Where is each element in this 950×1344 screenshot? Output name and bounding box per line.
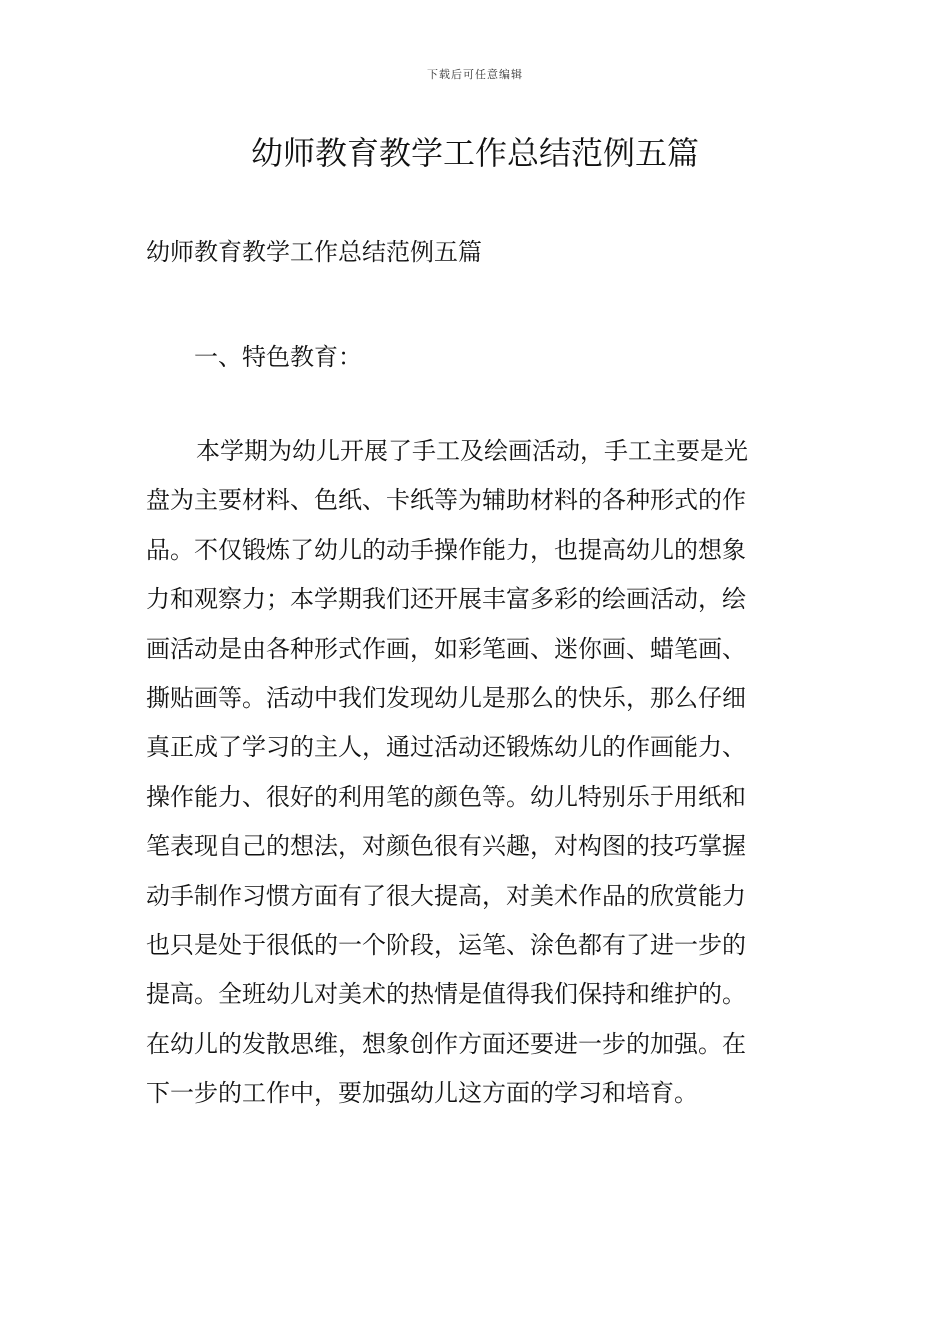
paragraph-line: 下一步的工作中，要加强幼儿这方面的学习和培育。 (146, 1079, 698, 1108)
paragraph-line: 操作能力、很好的利用笔的颜色等。幼儿特别乐于用纸和 (146, 782, 746, 811)
body-paragraph (146, 427, 810, 1119)
document-subtitle: 幼师教育教学工作总结范例五篇 (146, 238, 482, 266)
header-note: 下载后可任意编辑 (427, 68, 523, 81)
section-heading: 一、特色教育： (194, 343, 362, 371)
document-title: 幼师教育教学工作总结范例五篇 (250, 134, 699, 172)
paragraph-line: 力和观察力；本学期我们还开展丰富多彩的绘画活动，绘 (146, 585, 746, 614)
paragraph-line: 本学期为幼儿开展了手工及绘画活动，手工主要是光 (196, 437, 748, 465)
paragraph-line: 在幼儿的发散思维，想象创作方面还要进一步的加强。在 (146, 1029, 746, 1058)
paragraph-line: 笔表现自己的想法，对颜色很有兴趣，对构图的技巧掌握 (146, 832, 746, 861)
paragraph-line: 盘为主要材料、色纸、卡纸等为辅助材料的各种形式的作 (146, 486, 746, 515)
paragraph-line: 画活动是由各种形式作画，如彩笔画、迷你画、蜡笔画、 (146, 634, 746, 663)
paragraph-line: 动手制作习惯方面有了很大提高，对美术作品的欣赏能力 (146, 881, 746, 910)
paragraph-line: 品。不仅锻炼了幼儿的动手操作能力，也提高幼儿的想象 (146, 535, 746, 564)
paragraph-line: 真正成了学习的主人，通过活动还锻炼幼儿的作画能力、 (146, 733, 746, 762)
paragraph-line: 也只是处于很低的一个阶段，运笔、涂色都有了进一步的 (146, 931, 746, 960)
paragraph-line: 提高。全班幼儿对美术的热情是值得我们保持和维护的。 (146, 980, 746, 1009)
paragraph-line: 撕贴画等。活动中我们发现幼儿是那么的快乐，那么仔细 (146, 684, 746, 713)
